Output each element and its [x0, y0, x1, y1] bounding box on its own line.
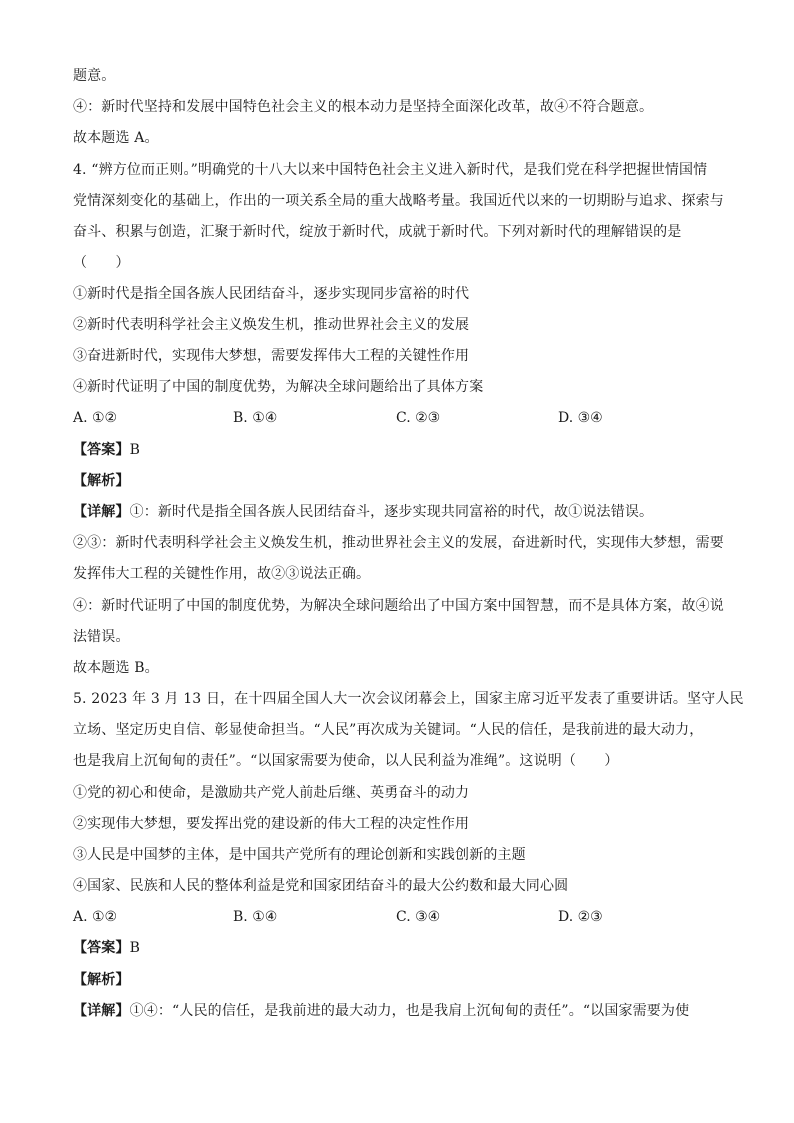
text-line: 也是我肩上沉甸甸的责任”。“以国家需要为使命，以人民利益为准绳”。这说明（ ）	[73, 753, 619, 769]
answer-blank: （ ）	[73, 255, 130, 271]
option-a: A. ①②	[73, 909, 118, 925]
statement-3: ③奋进新时代，实现伟大梦想，需要发挥伟大工程的关键性作用	[73, 348, 470, 364]
answer-tag: 【答案】	[73, 442, 130, 458]
option-c: C. ②③	[396, 410, 441, 426]
option-b: B. ①④	[233, 410, 278, 426]
text-line: 故本题选 B。	[73, 660, 159, 676]
text-line: 奋斗、积累与创造，汇聚于新时代，绽放于新时代，成就于新时代。下列对新时代的理解错误的是	[73, 224, 682, 240]
detail-line	[73, 502, 653, 522]
analysis-tag: 【解析】	[73, 473, 130, 489]
detail-line	[73, 1001, 689, 1021]
question-5-options	[73, 907, 733, 927]
text-line: 立场、坚定历史自信、彰显使命担当。“人民”再次成为关键词。“人民的信任，是我前进的最大动力，	[73, 722, 704, 738]
option-d: D. ③④	[558, 410, 603, 426]
option-b: B. ①④	[233, 909, 278, 925]
answer-line	[73, 938, 140, 958]
detail-tag: 【详解】	[73, 1003, 130, 1019]
statement-3: ③人民是中国梦的主体，是中国共产党所有的理论创新和实践创新的主题	[73, 847, 526, 863]
answer-value: B	[129, 940, 141, 956]
question-5-stem: 5. 2023 年 3 月 13 日，在十四届全国人大一次会议闭幕会上，国家主席习近平发表了重要讲话。坚守人民	[73, 691, 744, 707]
statement-4: ④新时代证明了中国的制度优势，为解决全球问题给出了具体方案	[73, 379, 484, 395]
answer-value: B	[129, 442, 141, 458]
text-line: 题意。	[73, 68, 116, 84]
detail-text: ①④：“人民的信任，是我前进的最大动力，也是我肩上沉甸甸的责任”。“以国家需要为使	[129, 1003, 690, 1019]
text-line: ④：新时代证明了中国的制度优势，为解决全球问题给出了中国方案中国智慧，而不是具体方案，故④说	[73, 598, 724, 614]
answer-line	[73, 440, 140, 460]
detail-tag: 【详解】	[73, 504, 130, 520]
text-line: 故本题选 A。	[73, 130, 159, 146]
analysis-tag: 【解析】	[73, 972, 130, 988]
question-4-options	[73, 408, 733, 428]
detail-text: ①：新时代是指全国各族人民团结奋斗，逐步实现共同富裕的时代，故①说法错误。	[129, 504, 654, 520]
question-4-stem: 4. “辨方位而正则。”明确党的十八大以来中国特色社会主义进入新时代，是我们党在科学把握世情国情	[73, 162, 708, 178]
text-line: 发挥伟大工程的关键性作用，故②③说法正确。	[73, 566, 371, 582]
option-a: A. ①②	[73, 410, 118, 426]
statement-2: ②实现伟大梦想，要发挥出党的建设新的伟大工程的决定性作用	[73, 816, 470, 832]
text-line: 党情深刻变化的基础上，作出的一项关系全局的重大战略考量。我国近代以来的一切期盼与追求、探索与	[73, 193, 724, 209]
statement-2: ②新时代表明科学社会主义焕发生机，推动世界社会主义的发展	[73, 317, 470, 333]
option-c: C. ③④	[396, 909, 441, 925]
text-line: ④：新时代坚持和发展中国特色社会主义的根本动力是坚持全面深化改革，故④不符合题意。	[73, 99, 654, 115]
statement-4: ④国家、民族和人民的整体利益是党和国家团结奋斗的最大公约数和最大同心圆	[73, 878, 569, 894]
option-d: D. ②③	[558, 909, 603, 925]
answer-tag: 【答案】	[73, 940, 130, 956]
statement-1: ①新时代是指全国各族人民团结奋斗，逐步实现同步富裕的时代	[73, 286, 470, 302]
text-line: 法错误。	[73, 629, 130, 645]
statement-1: ①党的初心和使命，是激励共产党人前赴后继、英勇奋斗的动力	[73, 785, 470, 801]
text-line: ②③：新时代表明科学社会主义焕发生机，推动世界社会主义的发展，奋进新时代，实现伟大梦想，需要	[73, 535, 724, 551]
